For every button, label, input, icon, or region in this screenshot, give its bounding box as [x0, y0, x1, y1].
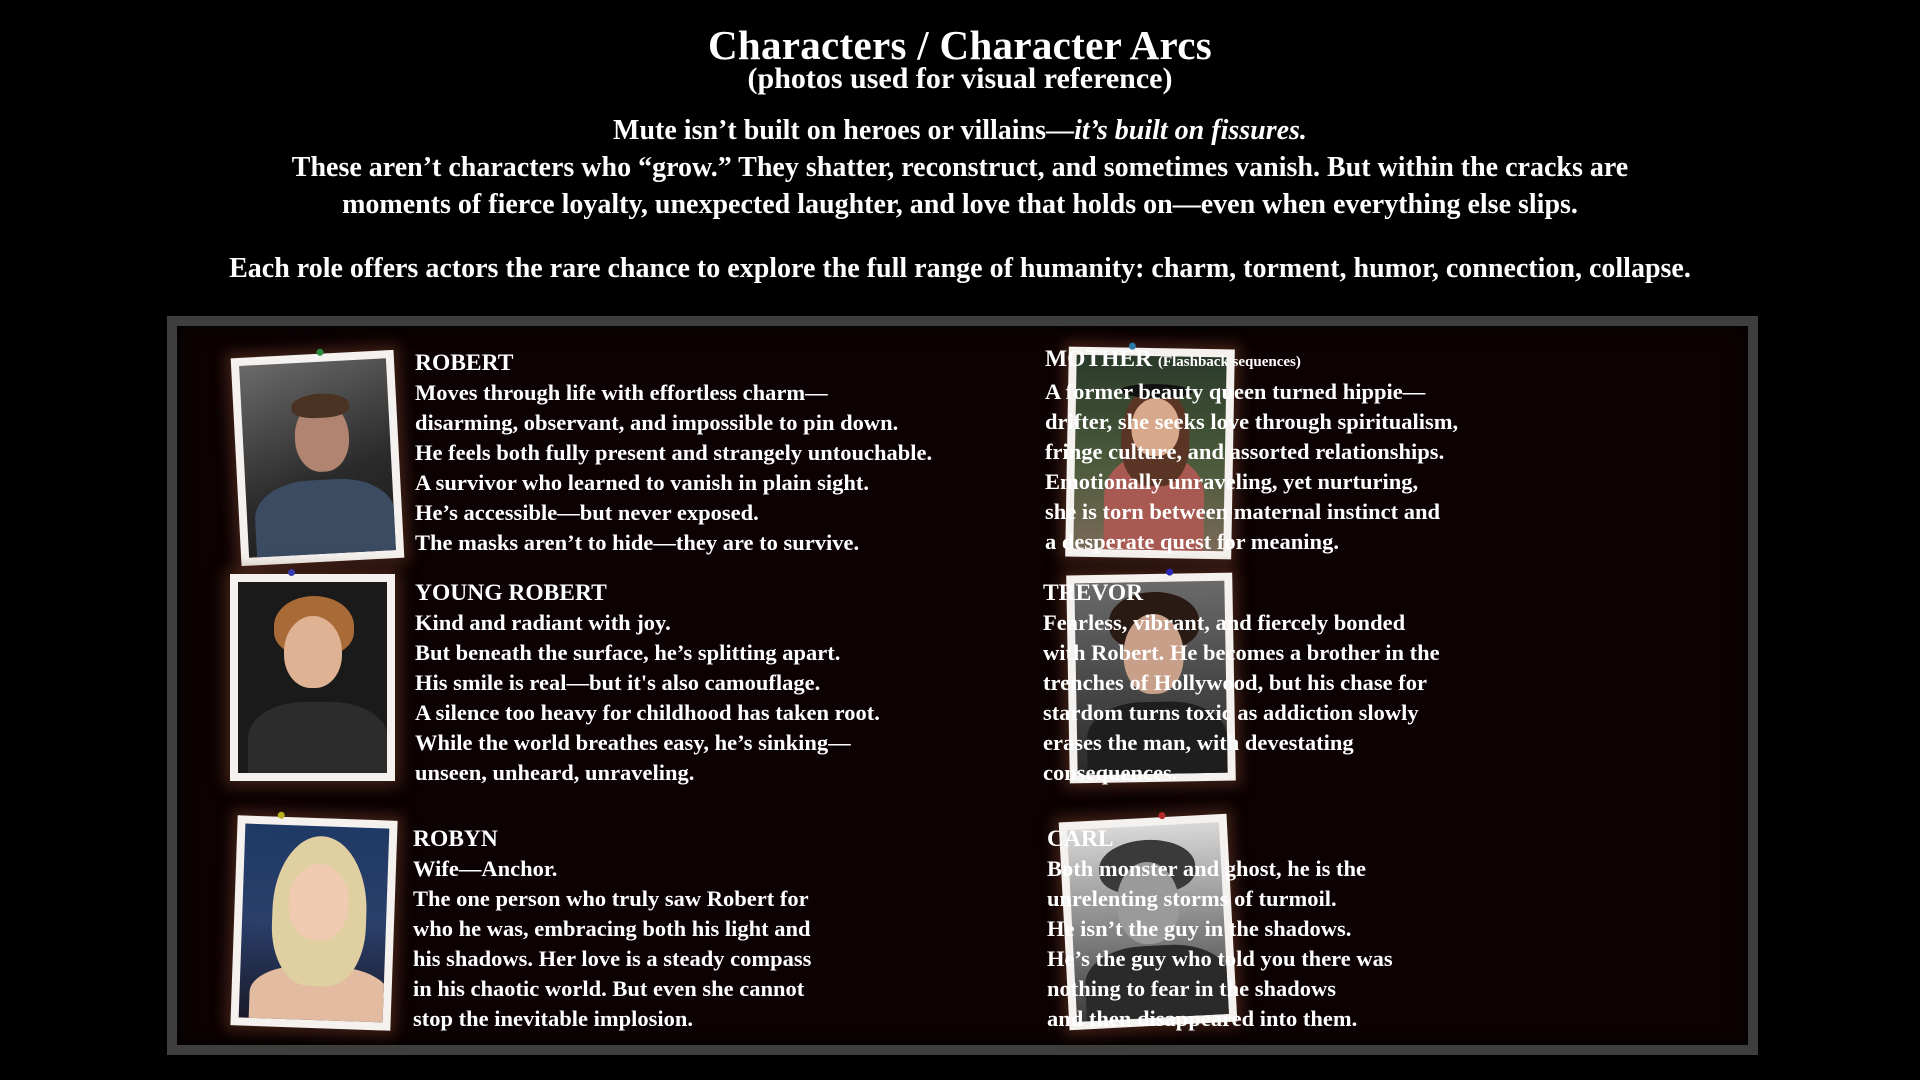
carl-line: He’s the guy who told you there was	[1047, 946, 1393, 971]
trevor-line: consequences.	[1043, 760, 1178, 785]
page-subtitle: (photos used for visual reference)	[747, 62, 1173, 95]
robert-card	[415, 348, 932, 558]
young-robert-line: His smile is real—but it's also camouflage.	[415, 670, 821, 695]
young-robert-line: But beneath the surface, he’s splitting apart.	[415, 640, 841, 665]
mother-note: (Flashback sequences)	[1157, 354, 1301, 370]
carl-name: CARL	[1047, 826, 1114, 852]
pin-icon	[278, 812, 285, 819]
young-robert-line: A silence too heavy for childhood has taken root.	[415, 700, 880, 725]
mother-line: fringe culture, and assorted relationships.	[1045, 439, 1445, 464]
pin-icon	[1166, 569, 1173, 576]
young-robert-line: While the world breathes easy, he’s sinking—	[415, 730, 851, 755]
robyn-name: ROBYN	[413, 826, 498, 852]
carl-line: unrelenting storms of turmoil.	[1047, 886, 1337, 911]
trevor-line: erases the man, with devestating	[1043, 730, 1354, 755]
young-robert-photo	[230, 574, 395, 781]
mother-card	[1045, 344, 1458, 557]
mother-name-row	[1045, 344, 1458, 377]
young-robert-line: unseen, unheard, unraveling.	[415, 760, 695, 785]
robyn-line: his shadows. Her love is a steady compass	[413, 946, 812, 971]
pin-icon	[288, 569, 295, 576]
carl-line: He isn’t the guy in the shadows.	[1047, 916, 1352, 941]
carl-line: nothing to fear in the shadows	[1047, 976, 1337, 1001]
robert-photo-image	[239, 358, 396, 557]
robyn-line: who he was, embracing both his light and	[413, 916, 811, 941]
robert-line: disarming, observant, and impossible to pin down.	[415, 410, 899, 435]
mother-line: drifter, she seeks love through spiritualism,	[1045, 409, 1459, 434]
robert-line: He feels both fully present and strangely untouchable.	[415, 440, 933, 465]
intro-line-1-plain: Mute isn’t built on heroes or villains—	[613, 115, 1075, 146]
robert-photo	[231, 350, 405, 566]
trevor-card	[1043, 578, 1440, 788]
young-robert-line: Kind and radiant with joy.	[415, 610, 671, 635]
intro-line-1	[0, 112, 1920, 149]
robert-line: A survivor who learned to vanish in plain sight.	[415, 470, 870, 495]
mother-name: MOTHER	[1045, 346, 1153, 372]
carl-card	[1047, 824, 1393, 1034]
intro-line-2: These aren’t characters who “grow.” They shatter, reconstruct, and sometimes vanish. But within the cracks are	[291, 152, 1629, 183]
intro-line-3: moments of fierce loyalty, unexpected laughter, and love that holds on—even when everything else slips.	[342, 189, 1578, 220]
trevor-line: with Robert. He becomes a brother in the	[1043, 640, 1440, 665]
young-robert-card	[415, 578, 880, 788]
mother-line: she is torn between maternal instinct and	[1045, 499, 1440, 524]
character-board	[167, 316, 1758, 1055]
robyn-photo-image	[239, 824, 390, 1023]
page-title: Characters / Character Arcs	[707, 22, 1213, 68]
carl-line: and then disappeared into them.	[1047, 1006, 1358, 1031]
robert-line: Moves through life with effortless charm—	[415, 380, 828, 405]
mother-line: Emotionally unraveling, yet nurturing,	[1045, 469, 1419, 494]
mother-line: A former beauty queen turned hippie—	[1045, 379, 1426, 404]
robyn-line: stop the inevitable implosion.	[413, 1006, 694, 1031]
trevor-line: Fearless, vibrant, and fiercely bonded	[1043, 610, 1406, 635]
robyn-photo	[230, 815, 397, 1030]
header	[0, 22, 1920, 94]
mother-line: a desperate quest for meaning.	[1045, 529, 1339, 554]
robyn-line: in his chaotic world. But even she cannot	[413, 976, 805, 1001]
trevor-name: TREVOR	[1043, 580, 1144, 606]
robert-line: He’s accessible—but never exposed.	[415, 500, 759, 525]
character-board-inner	[177, 326, 1748, 1045]
robert-line: The masks aren’t to hide—they are to survive.	[415, 530, 860, 555]
pin-icon	[1158, 812, 1165, 819]
intro-line-1-emphasis: it’s built on fissures.	[1074, 115, 1307, 146]
trevor-line: trenches of Hollywood, but his chase for	[1043, 670, 1427, 695]
robert-name: ROBERT	[415, 350, 514, 376]
robyn-line: The one person who truly saw Robert for	[413, 886, 809, 911]
robyn-card	[413, 824, 811, 1034]
pin-icon	[316, 349, 323, 356]
intro-text	[0, 112, 1920, 223]
young-robert-photo-image	[238, 582, 387, 773]
young-robert-name: YOUNG ROBERT	[415, 580, 607, 606]
offer-text: Each role offers actors the rare chance to explore the full range of humanity: charm, torment, humor, connection, collapse.	[229, 253, 1691, 284]
carl-line: Both monster and ghost, he is the	[1047, 856, 1366, 881]
trevor-line: stardom turns toxic as addiction slowly	[1043, 700, 1419, 725]
robyn-line: Wife—Anchor.	[413, 856, 558, 881]
